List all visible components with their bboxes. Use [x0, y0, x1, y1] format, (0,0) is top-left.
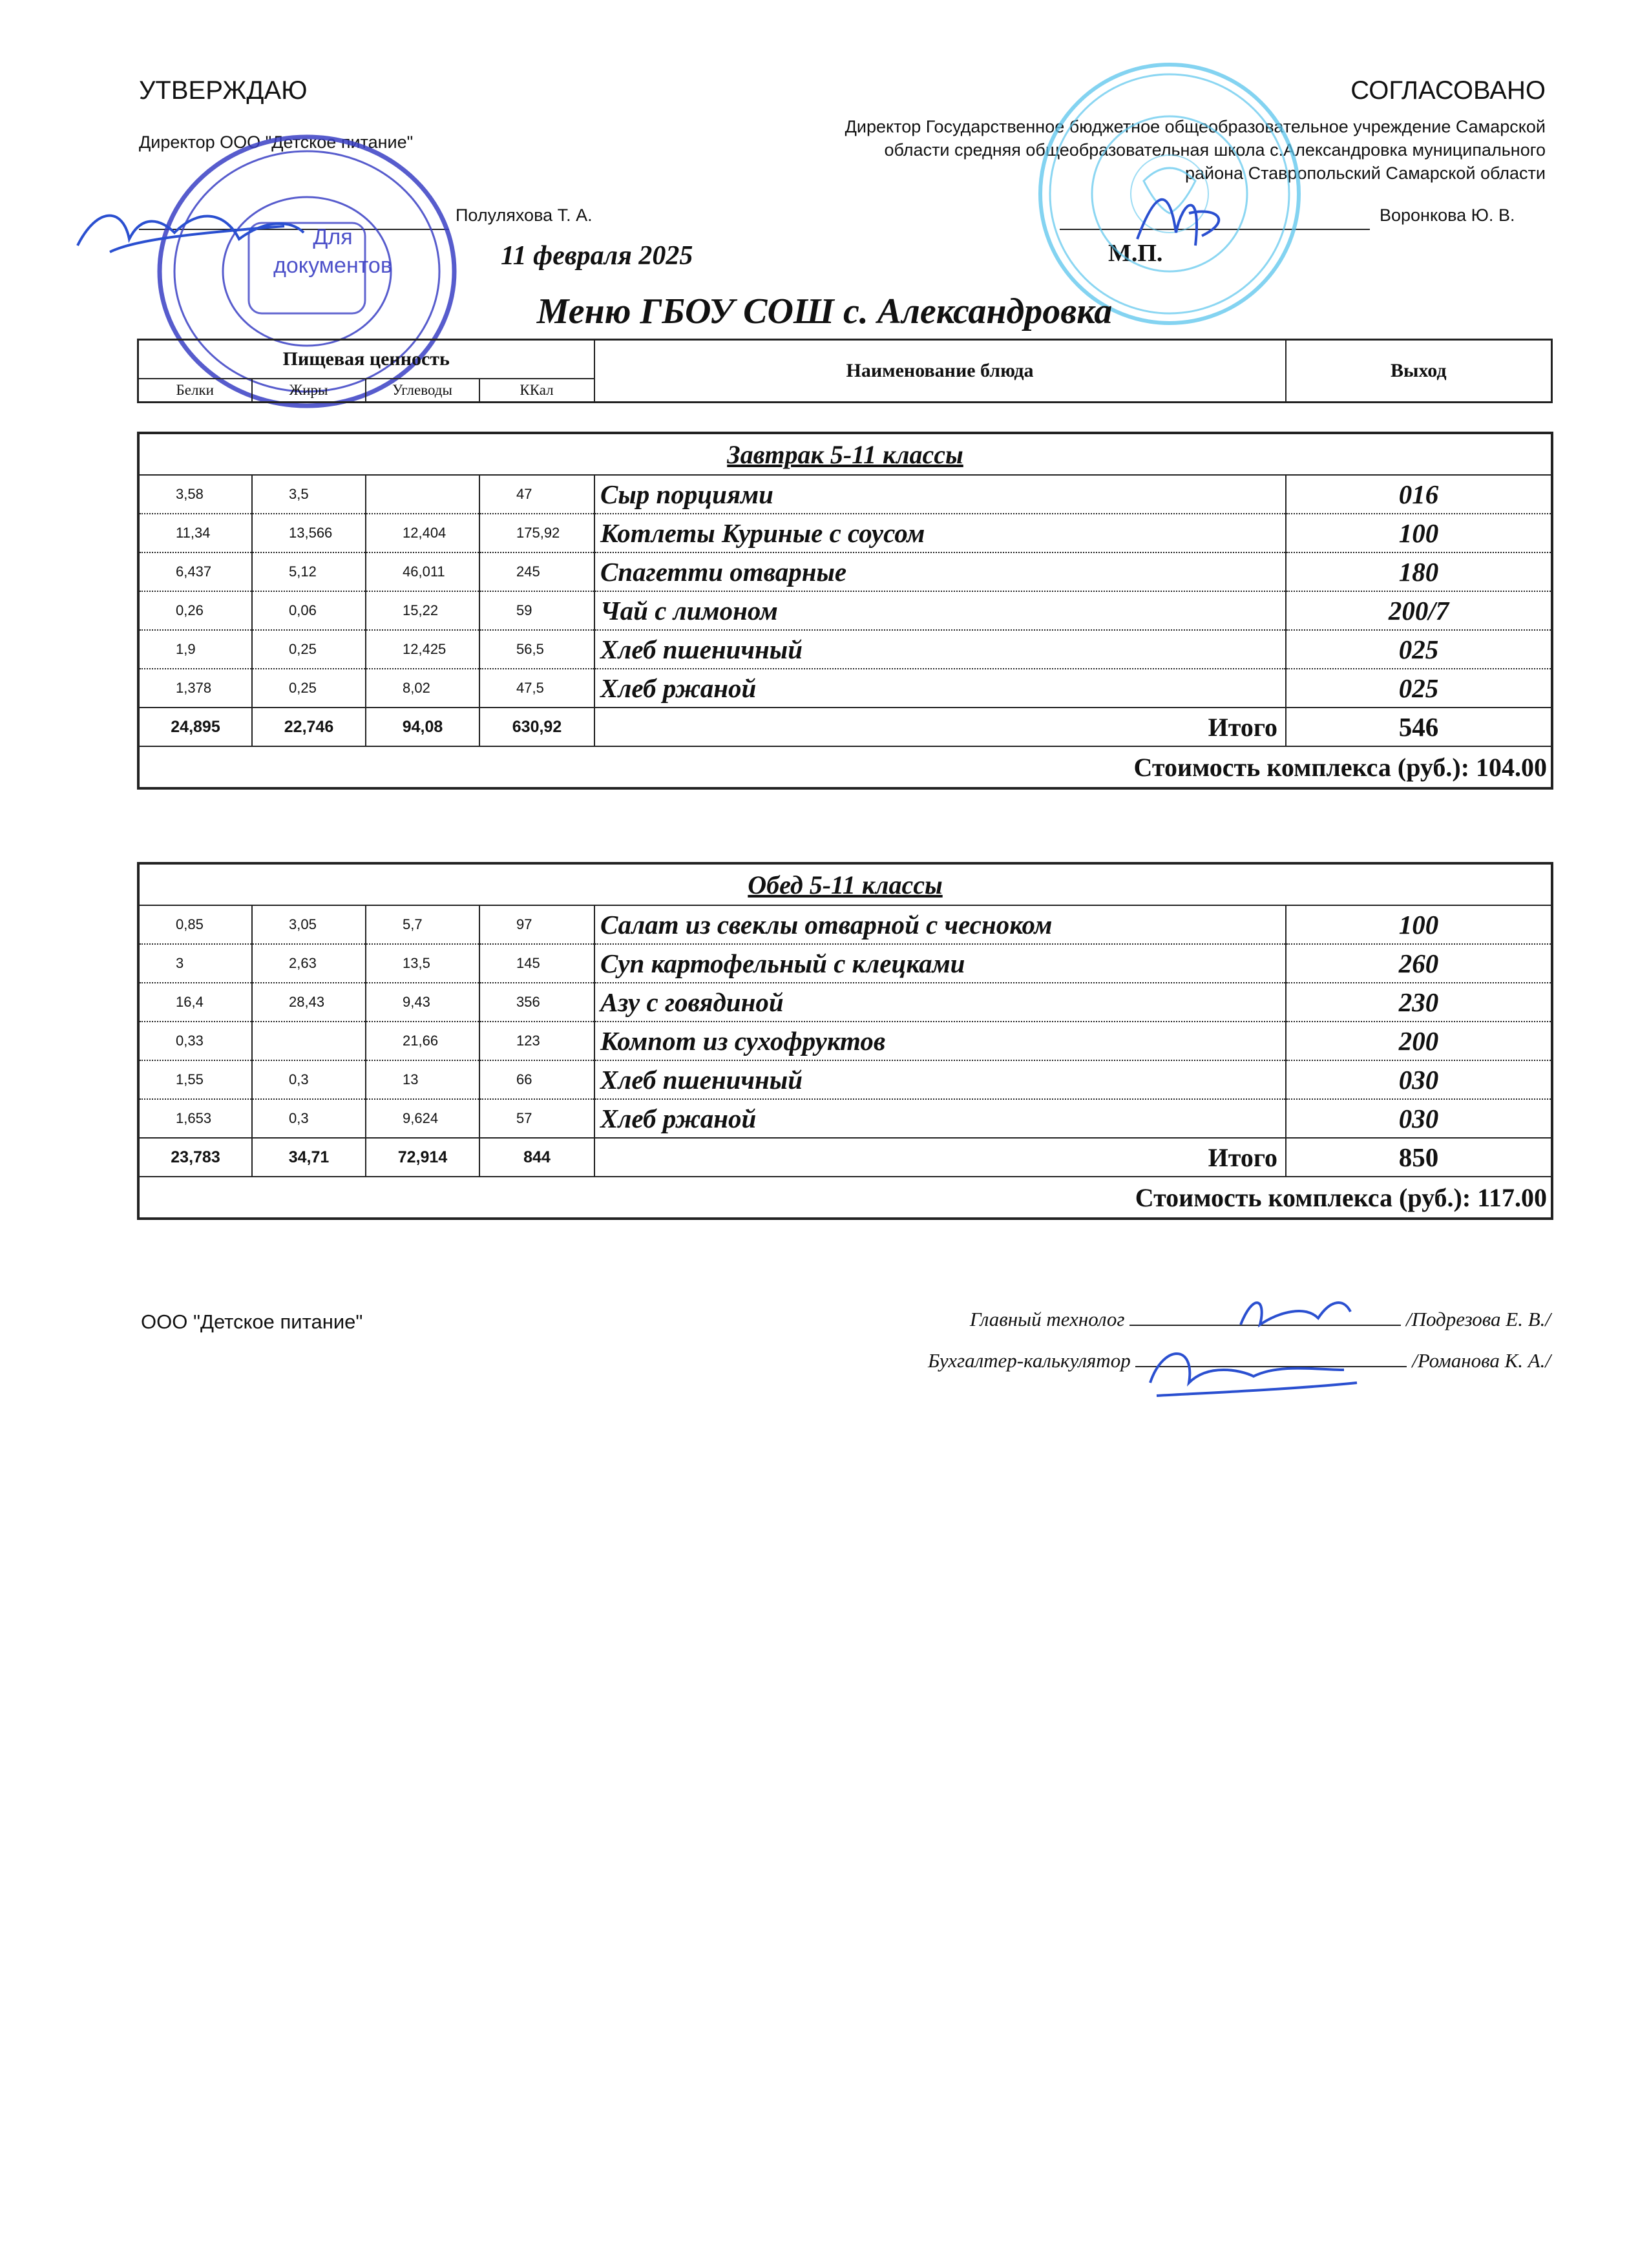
agreed-position-line: области средняя общеобразовательная школа с.Александровка муниципального [884, 140, 1546, 160]
carbs-cell: 13 [366, 1060, 479, 1099]
kcal-cell: 47,5 [479, 669, 594, 708]
kcal-cell: 47 [479, 475, 594, 514]
fat-cell: 0,25 [252, 669, 366, 708]
dish-output: 200/7 [1286, 591, 1552, 630]
approve-position: Директор ООО "Детское питание" [139, 132, 414, 152]
protein-cell: 3,58 [138, 475, 252, 514]
kcal-cell: 175,92 [479, 514, 594, 552]
fat-cell: 28,43 [252, 983, 366, 1022]
stamp-overlay-line: Для [313, 225, 353, 249]
fat-header: Жиры [252, 379, 366, 403]
total-output: 850 [1286, 1138, 1552, 1177]
protein-cell: 1,9 [138, 630, 252, 669]
carbs-cell: 12,404 [366, 514, 479, 552]
table-row [138, 669, 1552, 708]
fat-cell: 3,05 [252, 905, 366, 944]
dish-name: Салат из свеклы отварной с чесноком [594, 905, 1286, 944]
dish-name: Суп картофельный с клецками [594, 944, 1286, 983]
protein-cell: 1,55 [138, 1060, 252, 1099]
fat-cell: 2,63 [252, 944, 366, 983]
protein-cell: 0,33 [138, 1022, 252, 1060]
carbs-header: Углеводы [366, 379, 479, 403]
protein-cell: 1,378 [138, 669, 252, 708]
dish-output: 025 [1286, 669, 1552, 708]
protein-cell: 11,34 [138, 514, 252, 552]
dish-name: Спагетти отварные [594, 552, 1286, 591]
carbs-cell [366, 475, 479, 514]
dish-name: Хлеб пшеничный [594, 1060, 1286, 1099]
kcal-cell: 245 [479, 552, 594, 591]
dish-output: 030 [1286, 1099, 1552, 1138]
dish-name-header: Наименование блюда [594, 340, 1286, 403]
lunch-title: Обед 5-11 классы [138, 863, 1552, 905]
dish-name: Хлеб ржаной [594, 1099, 1286, 1138]
dish-output: 016 [1286, 475, 1552, 514]
carbs-cell: 46,011 [366, 552, 479, 591]
agreed-name: Воронкова Ю. В. [1380, 205, 1515, 225]
header-table [137, 339, 1553, 403]
total-label: Итого [594, 708, 1286, 746]
dish-output: 030 [1286, 1060, 1552, 1099]
table-row [138, 475, 1552, 514]
footer-signatures [1137, 1286, 1383, 1422]
agreed-title: СОГЛАСОВАНО [1350, 76, 1546, 105]
kcal-cell: 57 [479, 1099, 594, 1138]
table-row [138, 552, 1552, 591]
fat-cell [252, 1022, 366, 1060]
carbs-cell: 15,22 [366, 591, 479, 630]
carbs-cell: 9,43 [366, 983, 479, 1022]
lunch-table [137, 862, 1553, 1220]
dish-output: 230 [1286, 983, 1552, 1022]
fat-cell: 0,25 [252, 630, 366, 669]
page-title: Меню ГБОУ СОШ с. Александровка [536, 291, 1113, 331]
total-fat: 34,71 [252, 1138, 366, 1177]
table-row [138, 1060, 1552, 1099]
carbs-cell: 12,425 [366, 630, 479, 669]
total-output: 546 [1286, 708, 1552, 746]
table-row [138, 1099, 1552, 1138]
dish-name: Чай с лимоном [594, 591, 1286, 630]
total-fat: 22,746 [252, 708, 366, 746]
approve-date: 11 февраля 2025 [501, 241, 693, 271]
approve-name: Полуляхова Т. А. [456, 205, 593, 225]
dish-name: Котлеты Куриные с соусом [594, 514, 1286, 552]
dish-output: 200 [1286, 1022, 1552, 1060]
protein-cell: 3 [138, 944, 252, 983]
accountant-title: Бухгалтер-калькулятор [928, 1349, 1131, 1372]
table-row [138, 905, 1552, 944]
output-header: Выход [1286, 340, 1552, 403]
table-row [138, 514, 1552, 552]
fat-cell: 5,12 [252, 552, 366, 591]
protein-cell: 0,85 [138, 905, 252, 944]
table-row [138, 944, 1552, 983]
total-row [138, 1138, 1552, 1177]
approve-signature [71, 194, 342, 278]
table-row [138, 983, 1552, 1022]
stamp-overlay-line: документов [273, 253, 392, 278]
protein-cell: 16,4 [138, 983, 252, 1022]
protein-cell: 6,437 [138, 552, 252, 591]
carbs-cell: 9,624 [366, 1099, 479, 1138]
dish-name: Хлеб ржаной [594, 669, 1286, 708]
total-kcal: 630,92 [479, 708, 594, 746]
protein-header: Белки [138, 379, 252, 403]
approve-title: УТВЕРЖДАЮ [139, 76, 308, 105]
dish-output: 260 [1286, 944, 1552, 983]
fat-cell: 0,3 [252, 1099, 366, 1138]
technologist-title: Главный технолог [969, 1308, 1125, 1330]
total-protein: 23,783 [138, 1138, 252, 1177]
table-row [138, 630, 1552, 669]
total-row [138, 708, 1552, 746]
kcal-cell: 56,5 [479, 630, 594, 669]
total-protein: 24,895 [138, 708, 252, 746]
table-row [138, 591, 1552, 630]
carbs-cell: 21,66 [366, 1022, 479, 1060]
carbs-cell: 5,7 [366, 905, 479, 944]
total-kcal: 844 [479, 1138, 594, 1177]
dish-output: 180 [1286, 552, 1552, 591]
protein-cell: 0,26 [138, 591, 252, 630]
complex-cost: Стоимость комплекса (руб.): 104.00 [138, 746, 1552, 788]
breakfast-table [137, 432, 1553, 790]
kcal-cell: 356 [479, 983, 594, 1022]
technologist-name: /Подрезова Е. В./ [1405, 1308, 1551, 1330]
kcal-cell: 145 [479, 944, 594, 983]
table-row [138, 1022, 1552, 1060]
total-carbs: 72,914 [366, 1138, 479, 1177]
footer-organization: ООО "Детское питание" [141, 1310, 363, 1333]
dish-name: Сыр порциями [594, 475, 1286, 514]
fat-cell: 0,3 [252, 1060, 366, 1099]
kcal-cell: 123 [479, 1022, 594, 1060]
carbs-cell: 13,5 [366, 944, 479, 983]
carbs-cell: 8,02 [366, 669, 479, 708]
dish-output: 100 [1286, 905, 1552, 944]
agreed-signature [1124, 174, 1254, 258]
kcal-header: ККал [479, 379, 594, 403]
dish-name: Хлеб пшеничный [594, 630, 1286, 669]
complex-cost: Стоимость комплекса (руб.): 117.00 [138, 1177, 1552, 1219]
dish-name: Компот из сухофруктов [594, 1022, 1286, 1060]
stamp-place-label: М.П. [1108, 240, 1163, 267]
kcal-cell: 66 [479, 1060, 594, 1099]
nutrition-group-header: Пищевая ценность [138, 340, 594, 379]
fat-cell: 0,06 [252, 591, 366, 630]
total-label: Итого [594, 1138, 1286, 1177]
fat-cell: 3,5 [252, 475, 366, 514]
protein-cell: 1,653 [138, 1099, 252, 1138]
accountant-name: /Романова К. А./ [1412, 1349, 1551, 1372]
breakfast-title: Завтрак 5-11 классы [138, 433, 1552, 475]
fat-cell: 13,566 [252, 514, 366, 552]
dish-name: Азу с говядиной [594, 983, 1286, 1022]
kcal-cell: 97 [479, 905, 594, 944]
kcal-cell: 59 [479, 591, 594, 630]
agreed-position-line: Директор Государственное бюджетное общеобразовательное учреждение Самарской [845, 117, 1546, 136]
agreed-position-line: района Ставропольский Самарской области [1185, 163, 1546, 183]
total-carbs: 94,08 [366, 708, 479, 746]
dish-output: 100 [1286, 514, 1552, 552]
dish-output: 025 [1286, 630, 1552, 669]
